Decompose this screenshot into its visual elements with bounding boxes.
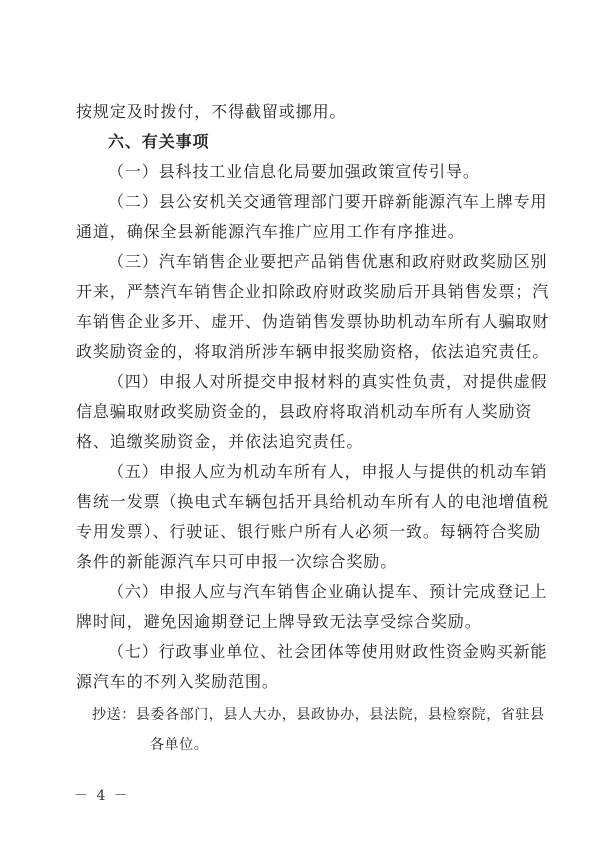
text-line: 通道，确保全县新能源汽车推广应用工作有序推进。 [76,222,465,241]
cc-line: 各单位。 [150,737,209,753]
text-line: （五）申报人应为机动车所有人，申报人与提供的机动车销 [108,462,548,481]
text-line: （一）县科技工业信息化局要加强政策宣传引导。 [108,162,480,181]
text-line: （七）行政事业单位、社会团体等使用财政性资金购买新能 [108,642,548,661]
text-line: 按规定及时拨付，不得截留或挪用。 [76,102,347,121]
text-line: 条件的新能源汽车只可申报一次综合奖励。 [76,552,398,571]
page-number: － 4 － [74,788,130,804]
text-line: 牌时间，避免因逾期登记上牌导致无法享受综合奖励。 [76,612,482,631]
text-line: 开来，严禁汽车销售企业扣除政府财政奖励后开具销售发票；汽 [76,282,550,301]
text-line: （四）申报人对所提交申报材料的真实性负责，对提供虚假 [108,372,548,391]
text-line: 车销售企业多开、虚开、伪造销售发票协助机动车所有人骗取财 [76,312,550,331]
cc-recipients [92,700,545,760]
text-line: 政奖励资金的，将取消所涉车辆申报奖励资格，依法追究责任。 [76,342,550,361]
text-line: （六）申报人应与汽车销售企业确认提车、预计完成登记上 [108,582,548,601]
cc-line: 抄送：县委各部门，县人大办，县政协办，县法院，县检察院，省驻县 [92,707,545,723]
text-line: （二）县公安机关交通管理部门要开辟新能源汽车上牌专用 [108,192,548,211]
text-line: 售统一发票（换电式车辆包括开具给机动车所有人的电池增值税 [76,492,550,511]
document-body [76,97,550,697]
text-line: 源汽车的不列入奖励范围。 [76,672,279,691]
text-line: （三）汽车销售企业要把产品销售优惠和政府财政奖励区别 [108,252,548,271]
text-line: 信息骗取财政奖励资金的，县政府将取消机动车所有人奖励资 [76,402,533,421]
text-line: 格、追缴奖励资金，并依法追究责任。 [76,432,364,451]
section-heading: 六、有关事项 [108,132,210,151]
text-line: 专用发票）、行驶证、银行账户所有人必须一致。每辆符合奖励 [76,522,542,541]
